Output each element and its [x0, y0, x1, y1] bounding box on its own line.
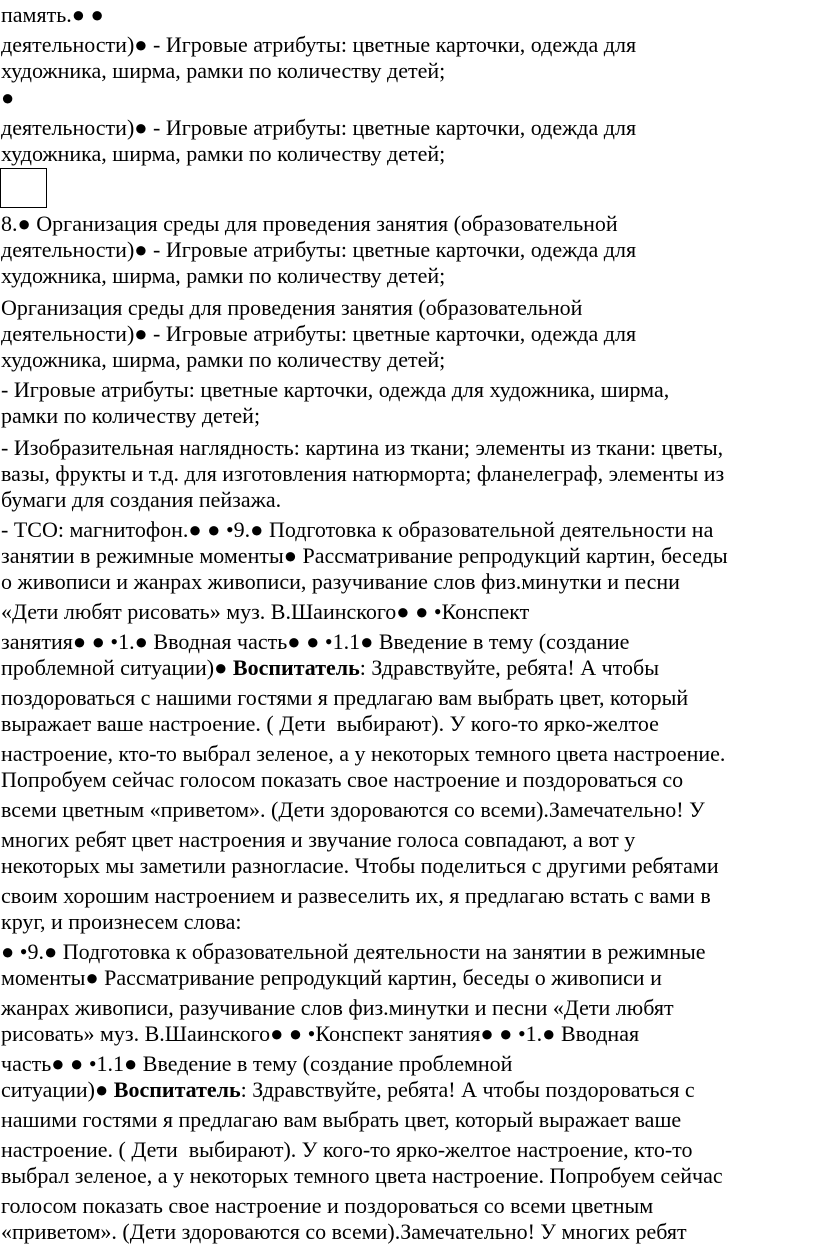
text-line: рисовать» муз. В.Шаинского● ● •Конспект занятия● ● •1.● Вводная — [1, 1021, 640, 1046]
text-line: - Изобразительная наглядность: картина из ткани; элементы из ткани: цветы, — [1, 435, 724, 460]
speaker-label: Воспитатель — [232, 655, 360, 680]
text-line — [1, 1077, 695, 1103]
text-line: нашими гостями я предлагаю вам выбрать цвет, который выражает ваше — [1, 1107, 682, 1132]
text-segment: : Здравствуйте, ребята! А чтобы поздороваться с — [240, 1077, 695, 1102]
text-line: ● •9.● Подготовка к образовательной деятельности на занятии в режимные — [1, 939, 706, 964]
text-segment: проблемной ситуации)● — [1, 655, 233, 680]
text-line: деятельности)● - Игровые атрибуты: цветные карточки, одежда для — [1, 321, 637, 346]
text-line: художника, ширма, рамки по количеству детей; — [1, 347, 446, 372]
text-line: часть● ● •1.1● Введение в тему (создание проблемной — [1, 1051, 513, 1076]
text-segment: : Здравствуйте, ребята! А чтобы — [359, 655, 659, 680]
text-line: «Дети любят рисовать» муз. В.Шаинского● ● •Конспект — [1, 599, 530, 624]
text-line: жанрах живописи, разучивание слов физ.минутки и песни «Дети любят — [1, 995, 674, 1020]
text-line: о живописи и жанрах живописи, разучивание слов физ.минутки и песни — [1, 569, 680, 594]
text-line: настроение. ( Дети выбирают). У кого-то ярко-желтое настроение, кто-то — [1, 1137, 693, 1162]
text-line: многих ребят цвет настроения и звучание голоса совпадают, а вот у — [1, 827, 636, 852]
text-line: деятельности)● - Игровые атрибуты: цветные карточки, одежда для — [1, 115, 637, 140]
text-line: занятии в режимные моменты● Рассматривание репродукций картин, беседы — [1, 543, 728, 568]
text-line: деятельности)● - Игровые атрибуты: цветные карточки, одежда для — [1, 237, 637, 262]
text-line: Попробуем сейчас голосом показать свое настроение и поздороваться со — [1, 767, 684, 792]
text-line: - Игровые атрибуты: цветные карточки, одежда для художника, ширма, — [1, 377, 670, 402]
text-line: художника, ширма, рамки по количеству детей; — [1, 263, 446, 288]
speaker-label: Воспитатель — [113, 1077, 241, 1102]
text-line: круг, и произнесем слова: — [1, 909, 242, 934]
text-line: некоторых мы заметили разногласие. Чтобы поделиться с другими ребятами — [1, 853, 719, 878]
text-line: - ТСО: магнитофон.● ● •9.● Подготовка к образовательной деятельности на — [1, 517, 714, 542]
text-line: своим хорошим настроением и развеселить их, я предлагаю встать с вами в — [1, 883, 711, 908]
text-line: вазы, фрукты и т.д. для изготовления натюрморта; фланелеграф, элементы из — [1, 461, 725, 486]
text-line: художника, ширма, рамки по количеству детей; — [1, 58, 446, 83]
text-line: выражает ваше настроение. ( Дети выбирают). У кого-то ярко-желтое — [1, 711, 659, 736]
text-line: выбрал зеленое, а у некоторых темного цвета настроение. Попробуем сейчас — [1, 1163, 723, 1188]
text-line: деятельности)● - Игровые атрибуты: цветные карточки, одежда для — [1, 32, 637, 57]
text-line — [1, 655, 659, 681]
text-line: 8.● Организация среды для проведения занятия (образовательной — [1, 211, 618, 236]
text-line: художника, ширма, рамки по количеству детей; — [1, 141, 446, 166]
text-line: моменты● Рассматривание репродукций картин, беседы о живописи и — [1, 965, 662, 990]
text-line: «приветом». (Дети здороваются со всеми).Замечательно! У многих ребят — [1, 1219, 687, 1244]
text-line: всеми цветным «приветом». (Дети здороваются со всеми).Замечательно! У — [1, 797, 705, 822]
empty-image-frame — [0, 168, 47, 208]
text-line: бумаги для создания пейзажа. — [1, 487, 282, 512]
text-line: занятия● ● •1.● Вводная часть● ● •1.1● Введение в тему (создание — [1, 629, 630, 654]
text-segment: ситуации)● — [1, 1077, 114, 1102]
text-line: рамки по количеству детей; — [1, 403, 261, 428]
text-line: настроение, кто-то выбрал зеленое, а у некоторых темного цвета настроение. — [1, 741, 726, 766]
text-line: поздороваться с нашими гостями я предлагаю вам выбрать цвет, который — [1, 685, 689, 710]
text-line: голосом показать свое настроение и поздороваться со всеми цветным — [1, 1193, 654, 1218]
text-line: Организация среды для проведения занятия (образовательной — [1, 295, 583, 320]
text-line: память.● ● — [1, 2, 104, 27]
text-line: ● — [1, 85, 15, 110]
